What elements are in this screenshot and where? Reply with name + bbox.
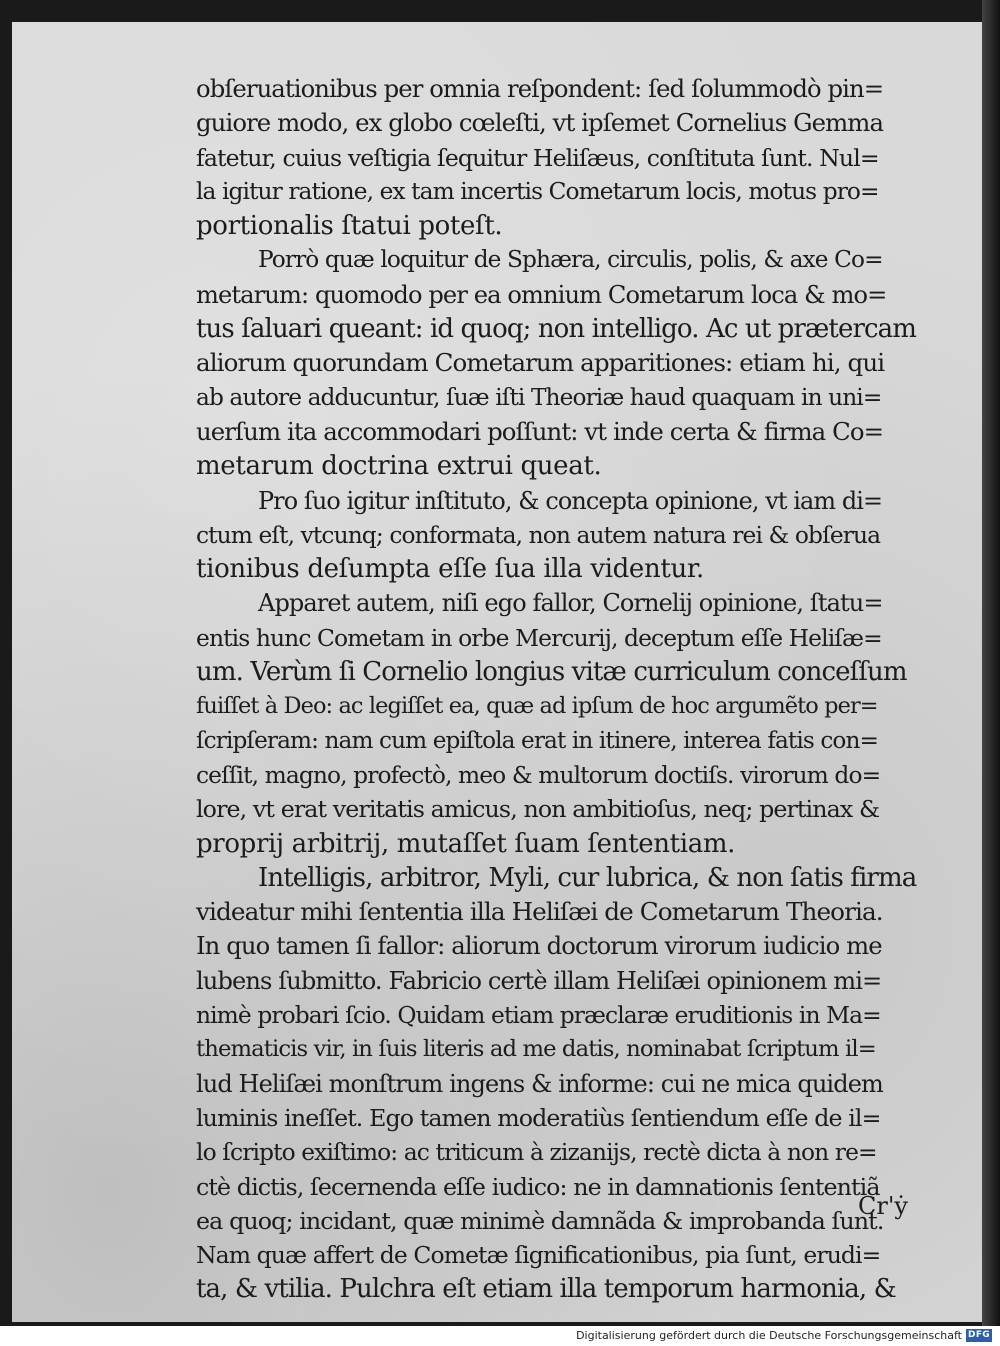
text-line: fatetur, cuius veſtigia ſequitur Heliſæus, conſtituta ſunt. Nul= bbox=[196, 143, 879, 172]
text-line: Apparet autem, niſi ego fallor, Cornelij opinione, ſtatu= bbox=[258, 589, 883, 618]
text-line: aliorum quorundam Cometarum apparitiones: etiam hi, qui bbox=[196, 348, 885, 378]
text-line: lo ſcripto exiſtimo: ac triticum à zizanijs, rectè dicta à non re= bbox=[196, 1138, 877, 1167]
text-line: la igitur ratione, ex tam incertis Cometarum locis, motus pro= bbox=[196, 177, 879, 205]
text-line: Pro ſuo igitur inſtituto, & concepta opinione, vt iam di= bbox=[258, 486, 883, 515]
footer-bar bbox=[0, 1326, 1000, 1346]
document-text bbox=[196, 72, 916, 1307]
text-line: metarum doctrina extrui queat. bbox=[196, 451, 602, 482]
dfg-logo-icon: DFG bbox=[966, 1329, 992, 1342]
text-line: guiore modo, ex globo cœleſti, vt ipſemet Cornelius Gemma bbox=[196, 108, 884, 138]
text-line: Intelligis, arbitror, Myli, cur lubrica, & non ſatis firma bbox=[258, 862, 917, 893]
text-line: obſeruationibus per omnia reſpondent: ſed ſolummodò pin= bbox=[196, 74, 884, 103]
text-line: lud Heliſæi monſtrum ingens & informe: cui ne mica quidem bbox=[196, 1069, 883, 1098]
text-line: ta, & vtilia. Pulchra eſt etiam illa temporum harmonia, & bbox=[196, 1274, 896, 1305]
text-line: luminis ineſſet. Ego tamen moderatiùs ſentiendum eſſe de il= bbox=[196, 1103, 881, 1132]
text-line: ea quoq; incidant, quæ minimè damnãda & improbanda ſunt. bbox=[196, 1206, 884, 1235]
text-line: ctè dictis, ſecernenda eſſe iudico: ne in damnationis ſententiã bbox=[196, 1172, 880, 1201]
text-line: portionalis ſtatui poteſt. bbox=[196, 211, 503, 242]
text-line: Porrò quæ loquitur de Sphæra, circulis, polis, & axe Co= bbox=[258, 246, 883, 274]
text-line: ceſſit, magno, profectò, meo & multorum doctiſs. virorum do= bbox=[196, 760, 881, 789]
text-line: ſcripſeram: nam cum epiſtola erat in itinere, interea fatis con= bbox=[196, 726, 879, 754]
text-line: lubens ſubmitto. Fabricio certè illam Heliſæi opinionem mi= bbox=[196, 966, 882, 995]
footer-attribution: Digitalisierung gefördert durch die Deutsche Forschungsgemeinschaft bbox=[576, 1329, 962, 1342]
text-line: videatur mihi ſententia illa Heliſæi de Cometarum Theoria. bbox=[196, 897, 883, 927]
text-line: um. Verùm ſi Cornelio longius vitæ curriculum conceſſum bbox=[196, 657, 907, 688]
text-line: thematicis vir, in ſuis literis ad me datis, nominabat ſcriptum il= bbox=[196, 1036, 876, 1063]
page-edge-shadow bbox=[982, 0, 1000, 1326]
text-line: ab autore adducuntur, ſuæ iſti Theoriæ haud quaquam in uni= bbox=[196, 383, 882, 411]
text-line: ctum eſt, vtcunq; conformata, non autem natura rei & obſerua bbox=[196, 520, 881, 549]
text-line: Nam quæ affert de Cometæ ſignificationibus, pia ſunt, erudi= bbox=[196, 1241, 881, 1270]
text-line: In quo tamen ſi fallor: aliorum doctorum virorum iudicio me bbox=[196, 931, 882, 961]
text-line: entis hunc Cometam in orbe Mercurij, deceptum eſſe Heliſæ= bbox=[196, 623, 882, 652]
text-line: nimè probari ſcio. Quidam etiam præclaræ eruditionis in Ma= bbox=[196, 1001, 881, 1030]
text-line: tionibus deſumpta eſſe ſua illa videntur. bbox=[196, 554, 704, 585]
text-line: uerſum ita accommodari poſſunt: vt inde certa & firma Co= bbox=[196, 416, 884, 446]
text-line: metarum: quomodo per ea omnium Cometarum loca & mo= bbox=[196, 280, 887, 309]
text-line: proprij arbitrij, mutaſſet ſuam ſententiam. bbox=[196, 828, 736, 859]
catchword: Cr'ẏ bbox=[858, 1192, 908, 1220]
text-line: tus ſaluari queant: id quoq; non intelligo. Ac ut prætercam bbox=[196, 314, 916, 345]
text-line: lore, vt erat veritatis amicus, non ambitioſus, neq; pertinax & bbox=[196, 795, 880, 824]
text-line: fuiſſet à Deo: ac legiſſet ea, quæ ad ipſum de hoc argumẽto per= bbox=[196, 693, 878, 720]
